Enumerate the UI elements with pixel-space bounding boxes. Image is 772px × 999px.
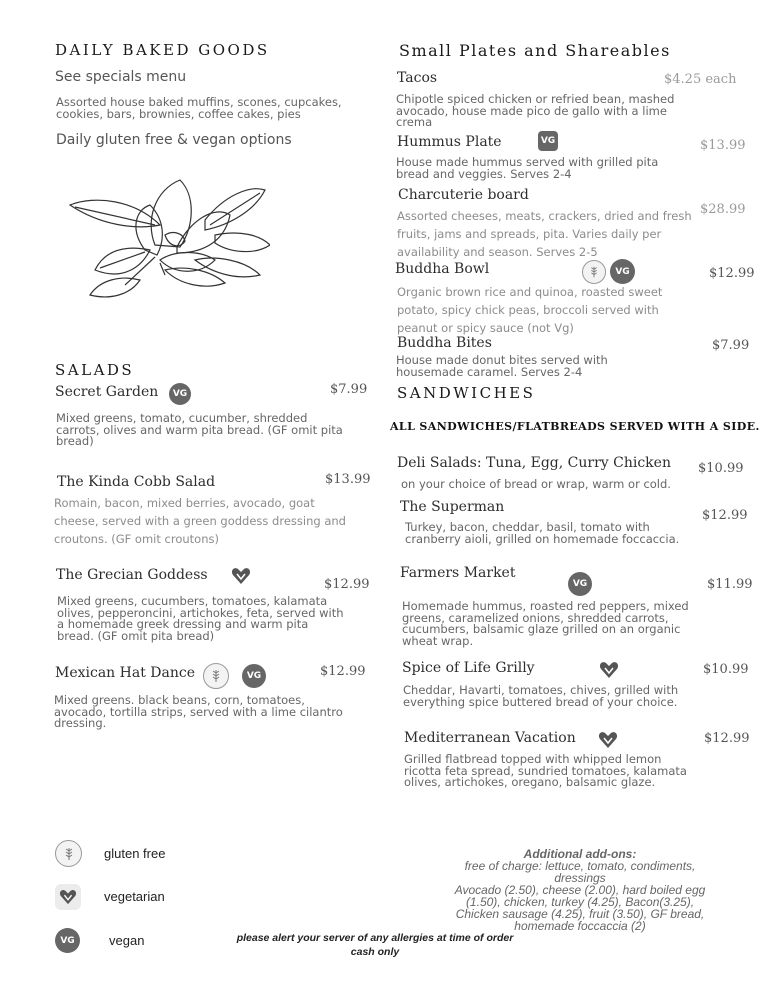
vegetarian-heart-icon bbox=[598, 659, 620, 681]
small-plate-desc: Assorted cheeses, meats, crackers, dried and fresh fruits, jams and spreads, pita. Varies daily per availability and season. Serves 2-5 bbox=[397, 209, 692, 259]
vegan-badge: VG bbox=[169, 383, 191, 405]
legend-vegetarian: vegetarian bbox=[104, 889, 165, 904]
sandwich-name: Mediterranean Vacation bbox=[404, 730, 576, 746]
small-plate-price: $13.99 bbox=[700, 138, 746, 153]
gluten-free-icon bbox=[55, 840, 82, 867]
small-plate-name: Buddha Bites bbox=[397, 335, 492, 351]
small-plate-name: Hummus Plate bbox=[397, 134, 502, 150]
salad-price: $12.99 bbox=[320, 664, 366, 679]
vegan-badge: VG bbox=[55, 928, 80, 953]
baked-goods-title: DAILY BAKED GOODS bbox=[55, 41, 270, 59]
addons-block bbox=[440, 848, 720, 932]
salad-price: $12.99 bbox=[324, 577, 370, 592]
sandwich-desc: Grilled flatbread topped with whipped lemon ricotta feta spread, sundried tomatoes, kalamata olives, artichokes, oregano, balsamic glaze. bbox=[404, 752, 687, 789]
sandwich-desc: Turkey, bacon, cheddar, basil, tomato with cranberry aioli, grilled on homemade foccaccia. bbox=[405, 520, 680, 546]
sandwiches-title: SANDWICHES bbox=[397, 384, 536, 402]
small-plate-desc: Chipotle spiced chicken or refried bean, mashed avocado, house made pico de gallo with a lime crema bbox=[396, 92, 675, 129]
gluten-free-icon bbox=[582, 260, 606, 284]
vegan-badge: VG bbox=[568, 572, 592, 596]
vegan-badge: VG bbox=[538, 131, 558, 151]
magnolia-flower-illustration bbox=[65, 175, 270, 300]
salad-desc: Romain, bacon, mixed berries, avocado, goat cheese, served with a green goddess dressing and croutons. (GF omit croutons) bbox=[54, 496, 346, 546]
addons-line: Avocado (2.50), cheese (2.00), hard boiled egg bbox=[454, 883, 706, 897]
vegan-badge: VG bbox=[610, 259, 635, 284]
sandwich-price: $11.99 bbox=[707, 577, 753, 592]
addons-line: homemade foccaccia (2) bbox=[514, 919, 646, 933]
addons-title: Additional add-ons: bbox=[523, 847, 637, 861]
addons-line: dressings bbox=[554, 871, 606, 885]
vegetarian-heart-icon bbox=[55, 884, 81, 910]
sandwich-price: $10.99 bbox=[698, 461, 744, 476]
sandwich-name: Deli Salads: Tuna, Egg, Curry Chicken bbox=[397, 455, 671, 471]
vegan-badge: VG bbox=[242, 664, 266, 688]
small-plate-name: Charcuterie board bbox=[398, 187, 529, 203]
salads-title: SALADS bbox=[55, 361, 135, 379]
salad-desc: Mixed greens, cucumbers, tomatoes, kalamata olives, pepperoncini, artichokes, feta, served with a homemade greek dressing and warm pita bread. (GF omit pita bread) bbox=[57, 594, 344, 643]
salad-desc: Mixed greens, tomato, cucumber, shredded carrots, olives and warm pita bread. (GF omit pita bread) bbox=[56, 411, 343, 448]
salad-price: $13.99 bbox=[325, 472, 371, 487]
baked-goods-desc: Assorted house baked muffins, scones, cupcakes, cookies, bars, brownies, coffee cakes, pies bbox=[56, 95, 342, 121]
addons-line: (1.50), chicken, turkey (4.25), Bacon(3.25), bbox=[465, 895, 695, 909]
small-plate-price: $7.99 bbox=[712, 338, 750, 353]
payment-notice: cash only bbox=[350, 946, 400, 958]
small-plate-desc: House made donut bites served with housemade caramel. Serves 2-4 bbox=[396, 353, 608, 379]
sandwich-name: Farmers Market bbox=[400, 565, 516, 581]
salad-price: $7.99 bbox=[330, 382, 368, 397]
small-plate-price: $12.99 bbox=[709, 266, 755, 281]
addons-line: free of charge: lettuce, tomato, condiments, bbox=[464, 859, 696, 873]
gluten-free-icon bbox=[203, 663, 229, 689]
legend-vegan: vegan bbox=[109, 933, 145, 948]
allergy-notice: please alert your server of any allergies at time of order bbox=[236, 932, 514, 944]
small-plate-desc: Organic brown rice and quinoa, roasted sweet potato, spicy chick peas, broccoli served with peanut or spicy sauce (not Vg) bbox=[397, 285, 663, 335]
small-plate-price: $4.25 each bbox=[664, 72, 737, 87]
small-plate-desc: House made hummus served with grilled pita bread and veggies. Serves 2-4 bbox=[396, 155, 659, 181]
sandwiches-side-note: ALL SANDWICHES/FLATBREADS SERVED WITH A SIDE. bbox=[390, 420, 760, 433]
salad-name: Secret Garden bbox=[55, 384, 159, 400]
sandwich-desc: Cheddar, Havarti, tomatoes, chives, grilled with everything spice buttered bread of your choice. bbox=[403, 683, 679, 709]
salad-desc: Mixed greens. black beans, corn, tomatoes, avocado, tortilla strips, served with a lime cilantro dressing. bbox=[54, 693, 343, 730]
small-plate-name: Tacos bbox=[397, 70, 438, 86]
sandwich-name: The Superman bbox=[400, 499, 505, 515]
addons-line: Chicken sausage (4.25), fruit (3.50), GF bread, bbox=[455, 907, 705, 921]
sandwich-desc: on your choice of bread or wrap, warm or cold. bbox=[401, 477, 671, 491]
salad-name: The Kinda Cobb Salad bbox=[57, 474, 216, 490]
sandwich-name: Spice of Life Grilly bbox=[402, 660, 535, 676]
specials-text: See specials menu bbox=[55, 69, 187, 85]
small-plate-name: Buddha Bowl bbox=[395, 261, 490, 277]
options-text: Daily gluten free & vegan options bbox=[56, 132, 292, 148]
salad-name: Mexican Hat Dance bbox=[55, 665, 195, 681]
small-plate-price: $28.99 bbox=[700, 202, 746, 217]
small-plates-title: Small Plates and Shareables bbox=[399, 41, 671, 60]
legend-gluten-free: gluten free bbox=[104, 846, 166, 861]
sandwich-price: $10.99 bbox=[703, 662, 749, 677]
salad-name: The Grecian Goddess bbox=[56, 567, 208, 583]
vegetarian-heart-icon bbox=[230, 565, 252, 587]
sandwich-price: $12.99 bbox=[704, 731, 750, 746]
sandwich-price: $12.99 bbox=[702, 508, 748, 523]
vegetarian-heart-icon bbox=[597, 729, 619, 751]
sandwich-desc: Homemade hummus, roasted red peppers, mixed greens, caramelized onions, shredded carrots, cucumbers, balsamic glaze grilled on an organic wheat wrap. bbox=[402, 599, 689, 648]
